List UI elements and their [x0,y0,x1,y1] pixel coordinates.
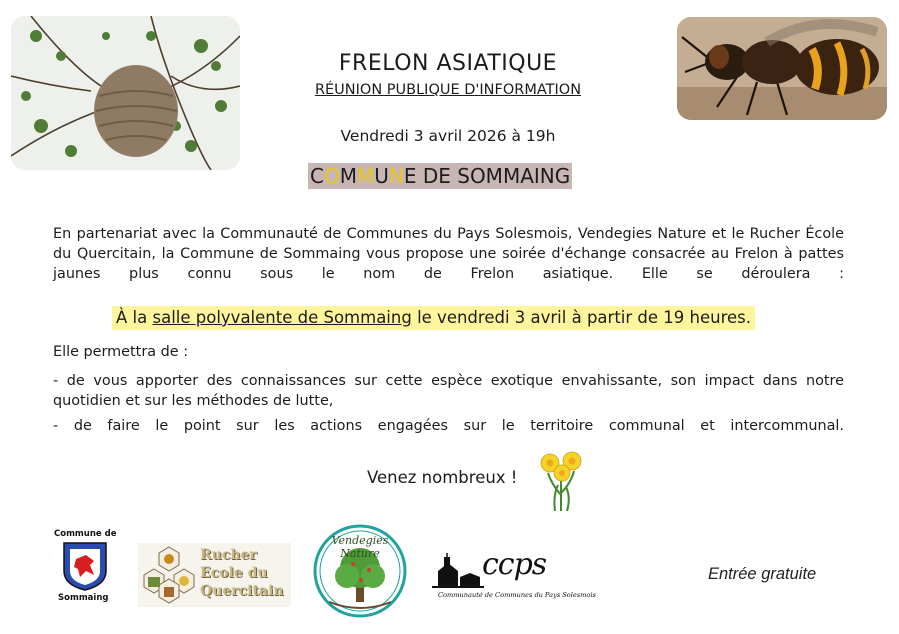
rucher-line-1: Rucher [200,547,257,563]
ccps-logo [430,547,596,605]
hornet-nest-photo [11,16,240,170]
rucher-line-3: Quercitain [200,583,284,599]
event-date: Vendredi 3 avril 2026 à 19h [340,127,556,145]
commune-letter-highlight: M [356,164,375,188]
commune-letter: M [339,164,357,188]
commune-sommaing-logo [52,529,118,605]
commune-name-rest: E DE SOMMAING [403,164,571,188]
daffodil-icon [538,445,584,511]
vendegies-nature-logo [311,524,409,618]
ccps-logo-text: ccps [482,547,547,582]
closing-line: Venez nombreux ! [367,468,518,487]
intro-paragraph: En partenariat avec la Communauté de Communes du Pays Solesmois, Vendegies Nature et le Rucher École du Quercitain, la Commune de Sommaing vous propose une soirée d'échange consacrée au Frelon à pattes jaunes plus connu sous le nom de Frelon asiatique. Elle se déroulera : [53,226,844,282]
commune-letter-highlight: N [388,164,404,188]
asian-hornet-photo [677,17,887,120]
commune-letter: U [374,164,389,188]
event-location-prefix: À la [116,308,153,327]
rucher-line-2: Ecole du [200,565,268,581]
ccps-logo-subtitle: Communauté de Communes du Pays Solesmois [438,591,596,599]
commune-title [308,163,572,189]
vendegies-logo-text: Vendegies Nature [331,534,389,560]
list-item: - de vous apporter des connaissances sur cette espèce exotique envahissante, son impact dans notre quotidien et sur les méthodes de lutte, [53,373,844,409]
free-entry-label: Entrée gratuite [708,565,817,583]
commune-letter: C [310,164,324,188]
event-location-suffix: le vendredi 3 avril à partir de 19 heures. [411,308,751,327]
logo-sommaing-top-text: Commune de [54,529,117,539]
event-venue: salle polyvalente de Sommaing [152,308,412,327]
rucher-ecole-logo [138,543,291,607]
list-intro: Elle permettra de : [53,344,189,360]
event-title: FRELON ASIATIQUE [338,51,558,76]
event-subtitle: RÉUNION PUBLIQUE D'INFORMATION [314,82,582,98]
list-item: - de faire le point sur les actions engagées sur le territoire communal et intercommunal. [53,418,844,434]
logo-sommaing-bottom-text: Sommaing [58,593,109,603]
event-location-line [112,306,755,330]
commune-letter-highlight: O [323,164,340,188]
